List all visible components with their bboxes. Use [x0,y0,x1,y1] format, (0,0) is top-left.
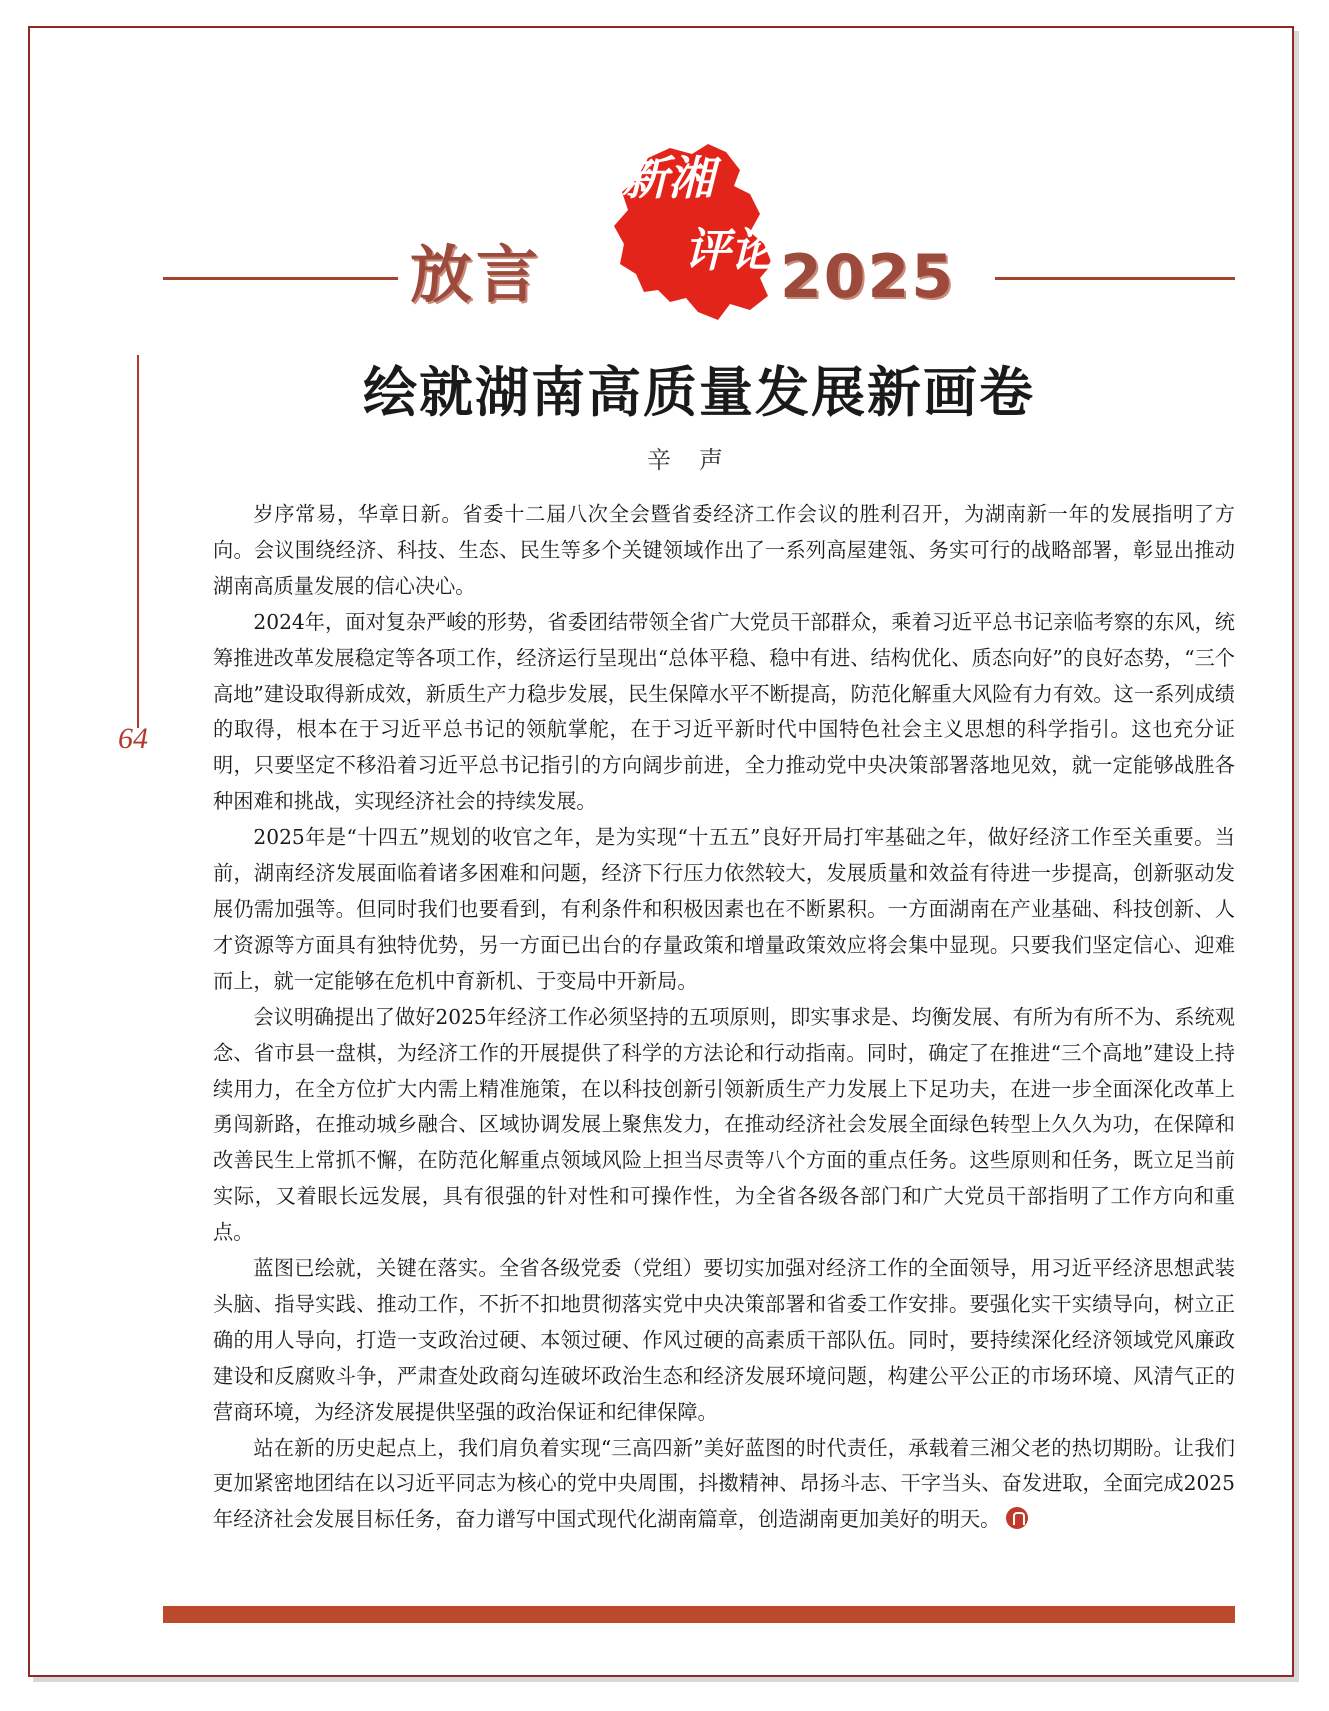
header-rule-right [995,277,1235,280]
paragraph-text: 站在新的历史起点上，我们肩负着实现“三高四新”美好蓝图的时代责任，承载着三湘父老的热切期盼。让我们更加紧密地团结在以习近平同志为核心的党中央周围，抖擞精神、昂扬斗志、干字当头、奋发进取，全面完成2025年经济社会发展目标任务，奋力谱写中国式现代化湖南篇章，创造湖南更加美好的明天。 [213,1435,1235,1532]
paragraph-last [213,1431,1235,1539]
paragraph: 会议明确提出了做好2025年经济工作必须坚持的五项原则，即实事求是、均衡发展、有所为有所不为、系统观念、省市县一盘棋，为经济工作的开展提供了科学的方法论和行动指南。同时，确定了在推进“三个高地”建设上持续用力，在全方位扩大内需上精准施策，在以科技创新引领新质生产力发展上下足功夫，在进一步全面深化改革上勇闯新路，在推动城乡融合、区域协调发展上聚焦发力，在推动经济社会发展全面绿色转型上久久为功，在保障和改善民生上常抓不懈，在防范化解重点领域风险上担当尽责等八个方面的重点任务。这些原则和任务，既立足当前实际，又着眼长远发展，具有很强的针对性和可操作性，为全省各级各部门和广大党员干部指明了工作方向和重点。 [213,1004,1235,1245]
column-year: 2025 [780,242,955,312]
header-rule-left [163,277,398,280]
hunan-map-emblem [600,140,800,325]
column-brand-text: 放言 [410,238,543,311]
paragraph: 2024年，面对复杂严峻的形势，省委团结带领全省广大党员干部群众，乘着习近平总书记亲临考察的东风，统筹推进改革发展稳定等各项工作，经济运行呈现出“总体平稳、稳中有进、结构优化、质态向好”的良好态势，“三个高地”建设取得新成效，新质生产力稳步发展，民生保障水平不断提高，防范化解重大风险有力有效。这一系列成绩的取得，根本在于习近平总书记的领航掌舵，在于习近平新时代中国特色社会主义思想的科学指引。这也充分证明，只要坚定不移沿着习近平总书记指引的方向阔步前进，全力推动党中央决策部署落地见效，就一定能够战胜各种困难和挑战，实现经济社会的持续发展。 [213,609,1235,814]
paragraph: 岁序常易，华章日新。省委十二届八次全会暨省委经济工作会议的胜利召开，为湖南新一年的发展指明了方向。会议围绕经济、科技、生态、民生等多个关键领域作出了一系列高屋建瓴、务实可行的战略部署，彰显出推动湖南高质量发展的信心决心。 [213,502,1235,598]
article-author: 辛声 [647,446,751,474]
end-mark-icon [1006,1507,1028,1529]
emblem-top-text: 新湘 [622,151,714,205]
article-title: 绘就湖南高质量发展新画卷 [363,360,1035,424]
emblem-bottom-text: 评论 [684,223,776,277]
paragraph: 2025年是“十四五”规划的收官之年，是为实现“十五五”良好开局打牢基础之年，做好经济工作至关重要。当前，湖南经济发展面临着诸多困难和问题，经济下行压力依然较大，发展质量和效益有待进一步提高，创新驱动发展仍需加强等。但同时我们也要看到，有利条件和积极因素也在不断累积。一方面湖南在产业基础、科技创新、人才资源等方面具有独特优势，另一方面已出台的存量政策和增量政策效应将会集中显现。只要我们坚定信心、迎难而上，就一定能够在危机中育新机、于变局中开新局。 [213,825,1235,993]
page-number: 64 [118,722,148,755]
paragraph: 蓝图已绘就，关键在落实。全省各级党委（党组）要切实加强对经济工作的全面领导，用习近平经济思想武装头脑、指导实践、推动工作，不折不扣地贯彻落实党中央决策部署和省委工作安排。要强化实干实绩导向，树立正确的用人导向，打造一支政治过硬、本领过硬、作风过硬的高素质干部队伍。同时，要持续深化经济领域党风廉政建设和反腐败斗争，严肃查处政商勾连破坏政治生态和经济发展环境问题，构建公平公正的市场环境、风清气正的营商环境，为经济发展提供坚强的政治保证和纪律保障。 [213,1256,1235,1424]
article-body [213,497,1235,1538]
side-rule [137,355,139,728]
footer-bar [163,1606,1235,1623]
